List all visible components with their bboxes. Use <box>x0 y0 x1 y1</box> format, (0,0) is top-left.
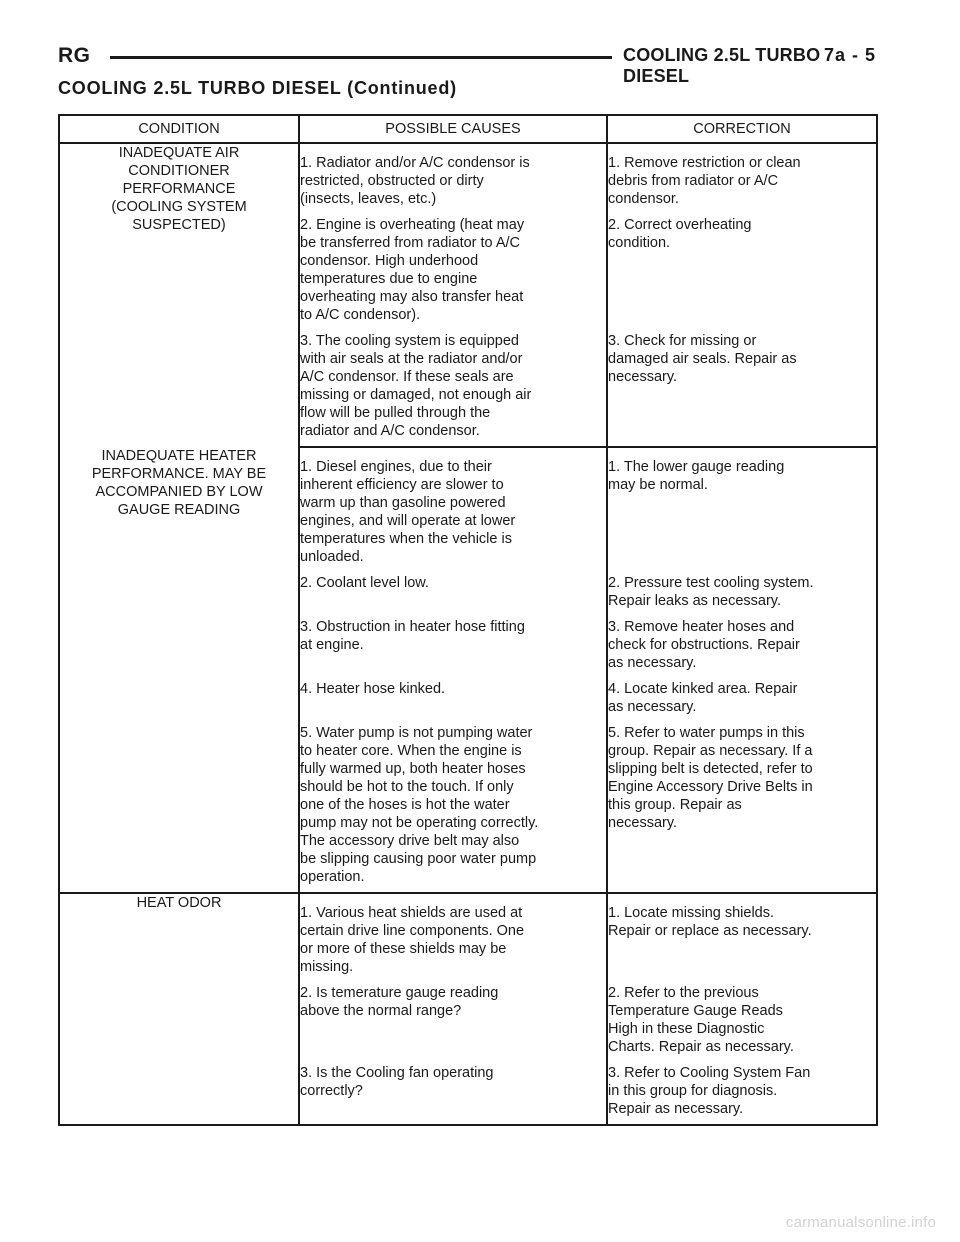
table-header-row <box>59 115 877 143</box>
condition-text: HEAT ODOR <box>136 895 222 911</box>
column-header-condition: CONDITION <box>59 115 299 143</box>
correction-cell: 2. Pressure test cooling system. Repair leaks as necessary. <box>607 566 877 610</box>
condition-cell <box>59 893 299 1125</box>
cause-cell: 4. Heater hose kinked. <box>299 672 607 716</box>
correction-cell: 1. The lower gauge reading may be normal. <box>607 447 877 566</box>
header-rule <box>110 56 612 59</box>
correction-cell: 3. Remove heater hoses and check for obstructions. Repair as necessary. <box>607 610 877 672</box>
manual-code: RG <box>58 44 91 67</box>
correction-cell: 2. Correct overheating condition. <box>607 208 877 324</box>
correction-cell: 2. Refer to the previous Temperature Gauge Reads High in these Diagnostic Charts. Repair as necessary. <box>607 976 877 1056</box>
correction-cell: 3. Check for missing or damaged air seals. Repair as necessary. <box>607 324 877 447</box>
cause-cell: 2. Engine is overheating (heat may be transferred from radiator to A/C condensor. High underhood temperatures due to engine overheating may also transfer heat to A/C condensor). <box>299 208 607 324</box>
correction-cell: 5. Refer to water pumps in this group. Repair as necessary. If a slipping belt is detected, refer to Engine Accessory Drive Belts in this group. Repair as necessary. <box>607 716 877 893</box>
page-number: 7a - 5 <box>823 45 876 65</box>
cause-cell: 5. Water pump is not pumping water to heater core. When the engine is fully warmed up, both heater hoses should be hot to the touch. If only one of the hoses is hot the water pump may not be operating correctly. The accessory drive belt may also be slipping causing poor water pump operation. <box>299 716 607 893</box>
chapter-title: COOLING 2.5L TURBO DIESEL <box>623 45 821 86</box>
cause-cell: 3. Is the Cooling fan operating correctly? <box>299 1056 607 1125</box>
correction-cell: 1. Locate missing shields. Repair or replace as necessary. <box>607 893 877 976</box>
cause-cell: 3. Obstruction in heater hose fitting at engine. <box>299 610 607 672</box>
cause-cell: 3. The cooling system is equipped with air seals at the radiator and/or A/C condensor. If these seals are missing or damaged, not enough air flow will be pulled through the radiator and A/C condensor. <box>299 324 607 447</box>
condition-text: INADEQUATE HEATER PERFORMANCE. MAY BE ACCOMPANIED BY LOW GAUGE READING <box>91 448 267 518</box>
cause-cell: 1. Radiator and/or A/C condensor is restricted, obstructed or dirty (insects, leaves, etc.) <box>299 143 607 208</box>
correction-cell: 4. Locate kinked area. Repair as necessary. <box>607 672 877 716</box>
condition-text: INADEQUATE AIR CONDITIONER PERFORMANCE (COOLING SYSTEM SUSPECTED) <box>111 145 247 233</box>
table-row <box>59 893 877 976</box>
column-header-causes: POSSIBLE CAUSES <box>299 115 607 143</box>
section-title: COOLING 2.5L TURBO DIESEL (Continued) <box>58 78 457 98</box>
watermark-footer: carmanualsonline.info <box>785 1214 936 1231</box>
correction-cell: 1. Remove restriction or clean debris from radiator or A/C condensor. <box>607 143 877 208</box>
correction-cell: 3. Refer to Cooling System Fan in this group for diagnosis. Repair as necessary. <box>607 1056 877 1125</box>
diagnosis-table <box>58 114 878 1126</box>
cause-cell: 1. Diesel engines, due to their inherent efficiency are slower to warm up than gasoline powered engines, and will operate at lower temperatures when the vehicle is unloaded. <box>299 447 607 566</box>
column-header-correction: CORRECTION <box>607 115 877 143</box>
cause-cell: 2. Coolant level low. <box>299 566 607 610</box>
table-row <box>59 143 877 208</box>
table-row <box>59 447 877 566</box>
condition-cell <box>59 143 299 447</box>
condition-cell <box>59 447 299 893</box>
cause-cell: 1. Various heat shields are used at certain drive line components. One or more of these shields may be missing. <box>299 893 607 976</box>
cause-cell: 2. Is temerature gauge reading above the normal range? <box>299 976 607 1056</box>
page-header <box>58 40 876 86</box>
